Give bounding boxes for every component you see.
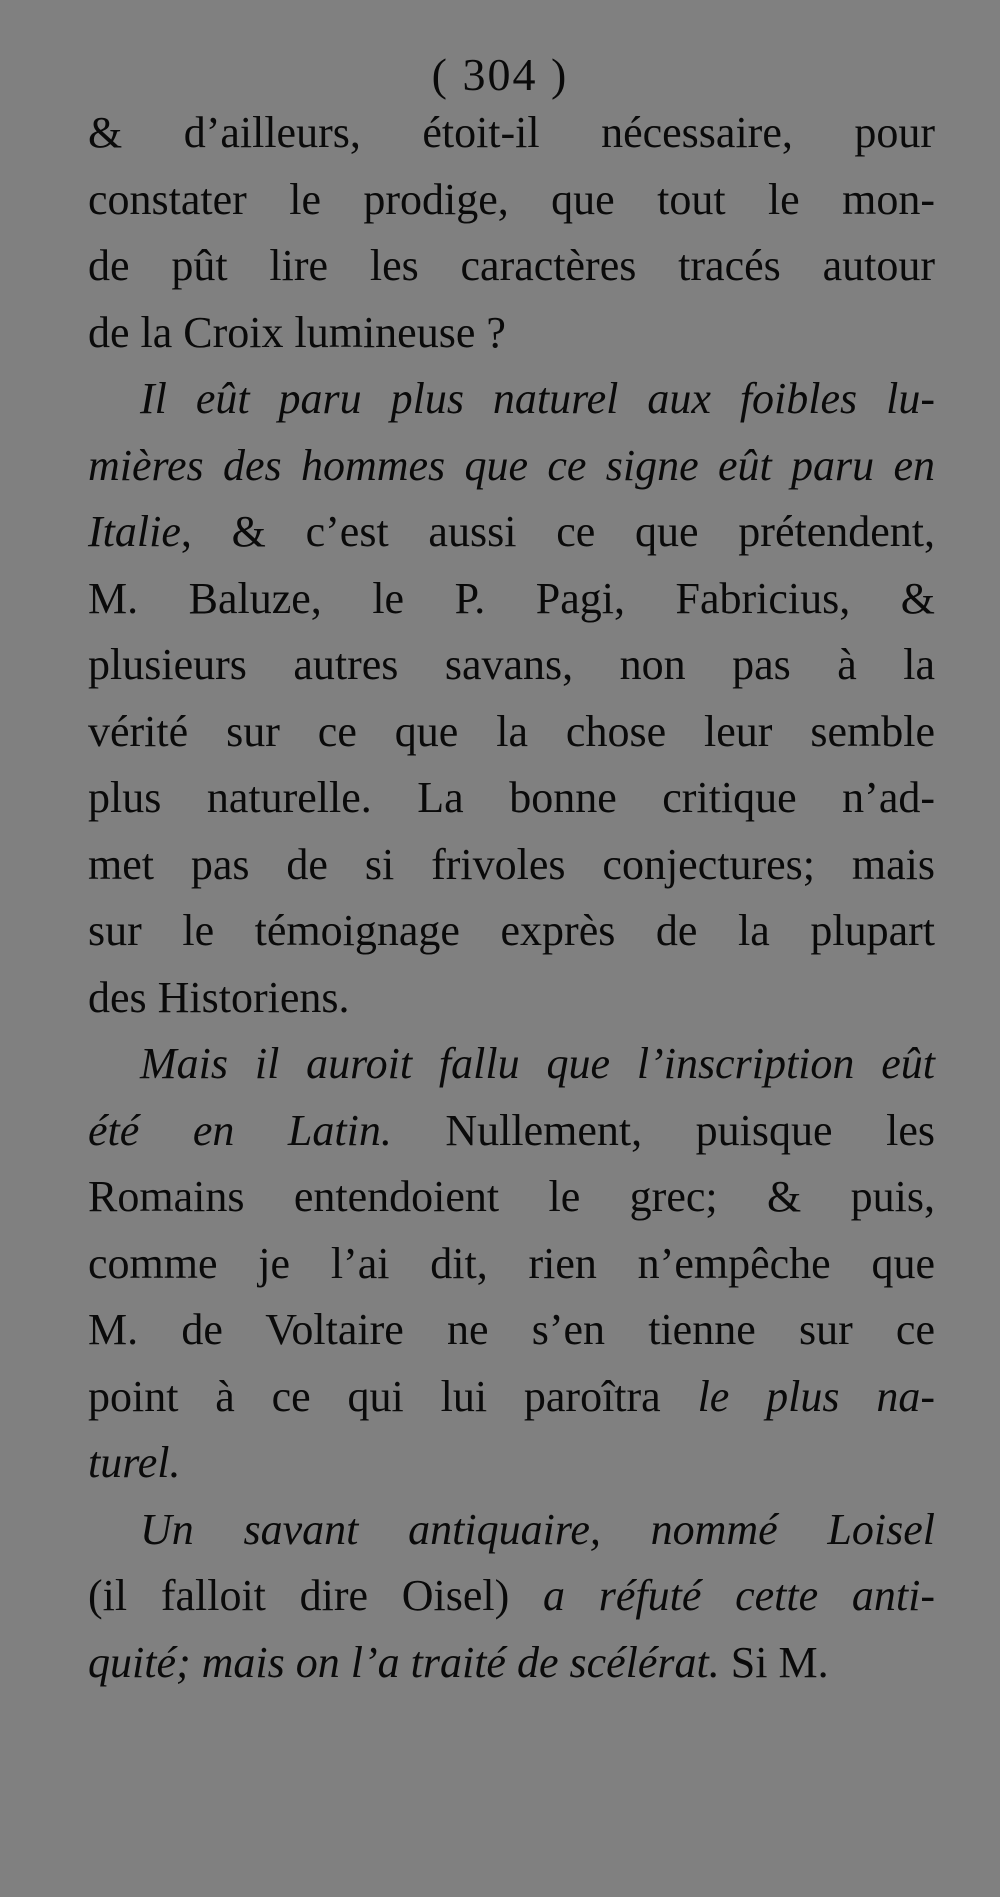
italic-text: Italie (88, 507, 181, 556)
roman-text: M. de Voltaire ne s’en tienne sur ce (88, 1305, 935, 1354)
text-line (88, 898, 935, 965)
roman-text: vérité sur ce que la chose leur semble (88, 706, 935, 756)
paragraph (88, 366, 935, 1031)
text-line (88, 765, 935, 832)
roman-text: Romains entendoient le grec; & puis, (88, 1172, 935, 1221)
roman-text: point à ce qui lui paroîtra (88, 1371, 698, 1421)
roman-text: comme je l’ai dit, rien n’empêche que (88, 1238, 935, 1288)
text-line (88, 1497, 935, 1564)
text-line (88, 433, 935, 500)
text-line (88, 233, 935, 300)
roman-text: , & c’est aussi ce que prétendent, (180, 507, 935, 556)
text-line (88, 100, 935, 167)
text-line (88, 1164, 935, 1231)
roman-text: plus naturelle. La bonne critique n’ad- (88, 773, 935, 822)
italic-text: turel. (88, 1438, 181, 1487)
italic-text: a réfuté cette anti- (543, 1571, 935, 1620)
text-line (88, 1563, 935, 1630)
text-line (88, 300, 935, 367)
roman-text: (il falloit dire Oisel) (88, 1571, 544, 1620)
paragraph (88, 100, 935, 366)
italic-text: été en Latin. (88, 1105, 392, 1155)
roman-text: met pas de si frivoles conjectures; mais (88, 839, 935, 889)
text-line (88, 499, 935, 566)
text-line (88, 1231, 935, 1298)
text-line (88, 1430, 935, 1497)
roman-text: & d’ailleurs, étoit-il nécessaire, pour (88, 108, 935, 157)
roman-text: plusieurs autres savans, non pas à la (88, 640, 935, 689)
text-line (88, 1098, 935, 1165)
italic-text: le plus na- (697, 1371, 935, 1421)
page-number: ( 304 ) (431, 49, 569, 100)
text-line (88, 1031, 935, 1098)
italic-text: mières des hommes que ce signe eût paru en (88, 440, 935, 490)
roman-text: des Historiens. (88, 972, 350, 1022)
text-line (88, 566, 935, 633)
text-line (88, 1297, 935, 1364)
roman-text: Nullement, puisque les (391, 1105, 935, 1155)
roman-text: constater le prodige, que tout le mon- (88, 174, 935, 224)
italic-text: Un savant antiquaire, nommé Loisel (140, 1504, 935, 1554)
paragraph (88, 1497, 935, 1697)
italic-text: quité; mais on l’a traité de scélérat. (88, 1637, 720, 1687)
roman-text: sur le témoignage exprès de la plupart (88, 906, 935, 955)
text-line (88, 832, 935, 899)
text-line (88, 167, 935, 234)
roman-text: de pût lire les caractères tracés autour (88, 241, 935, 290)
italic-text: Mais il auroit fallu que l’inscription eût (140, 1039, 935, 1088)
paragraph (88, 1031, 935, 1497)
italic-text: Il eût paru plus naturel aux foibles lu- (140, 374, 935, 423)
text-line (88, 632, 935, 699)
text-line (88, 965, 935, 1032)
text-line (88, 1630, 935, 1697)
text-line (88, 1364, 935, 1431)
text-line (88, 699, 935, 766)
body-text (88, 100, 935, 1696)
roman-text: de la Croix lumineuse ? (88, 307, 506, 357)
text-line (88, 366, 935, 433)
roman-text: Si M. (719, 1637, 829, 1687)
roman-text: M. Baluze, le P. Pagi, Fabricius, & (88, 573, 935, 623)
